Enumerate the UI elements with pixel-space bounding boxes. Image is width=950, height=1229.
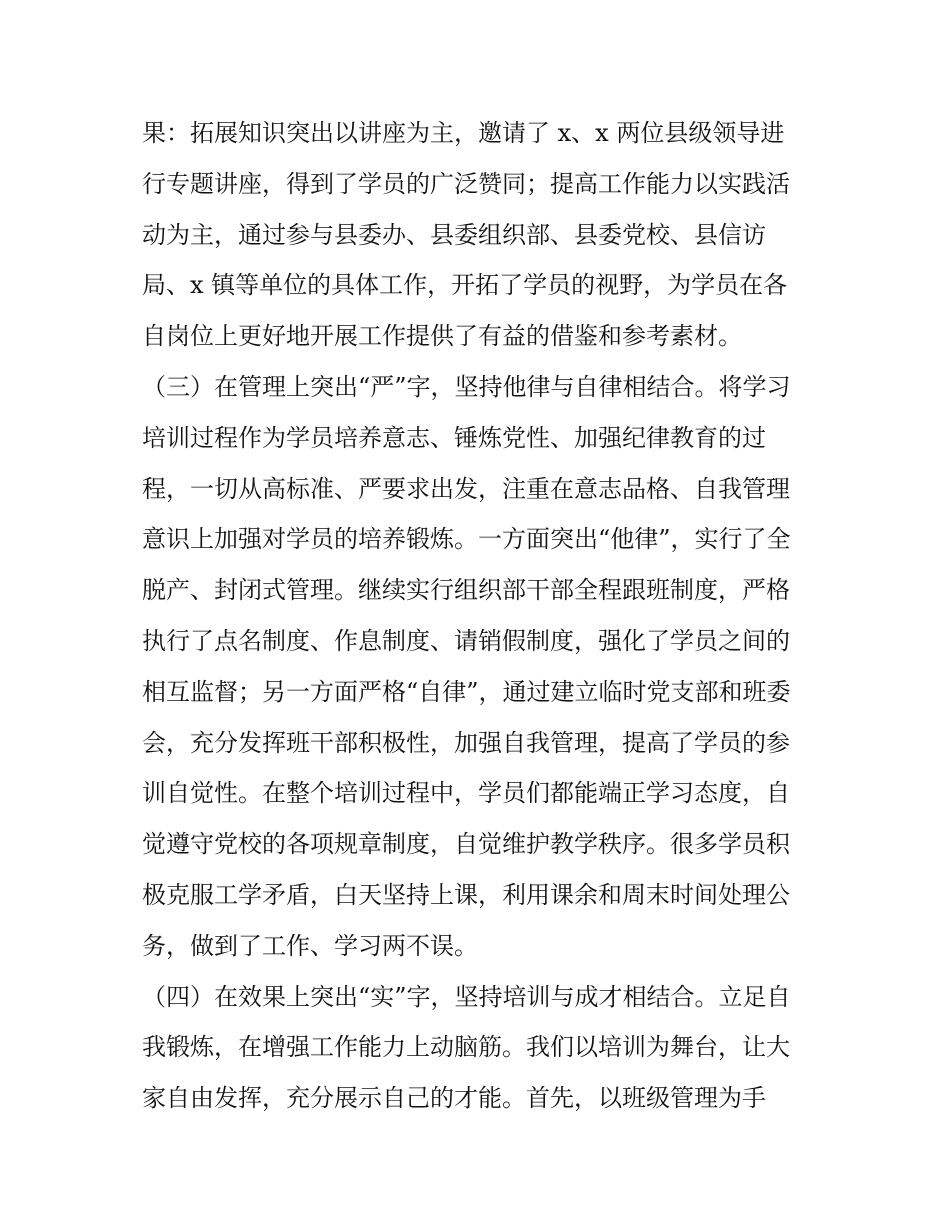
text-line: 行专题讲座，得到了学员的广泛赞同；提高工作能力以实践活 — [142, 169, 790, 198]
body-text — [142, 108, 822, 1124]
text-line: 局、x 镇等单位的具体工作，开拓了学员的视野，为学员在各 — [142, 271, 788, 300]
text-line: 相互监督；另一方面严格“自律”，通过建立临时党支部和班委 — [142, 677, 791, 706]
text-line: 务，做到了工作、学习两不误。 — [142, 931, 478, 960]
text-line: 我锻炼，在增强工作能力上动脑筋。我们以培训为舞台，让大 — [142, 1033, 790, 1062]
text-line: 会，充分发挥班干部积极性，加强自我管理，提高了学员的参 — [142, 728, 790, 757]
text-line: 执行了点名制度、作息制度、请销假制度，强化了学员之间的 — [142, 626, 790, 655]
text-line: 程，一切从高标准、严要求出发，注重在意志品格、自我管理 — [142, 474, 790, 503]
text-line: 意识上加强对学员的培养锻炼。一方面突出“他律”，实行了全 — [142, 525, 791, 554]
text-line: 极克服工学矛盾，白天坚持上课，利用课余和周末时间处理公 — [142, 880, 790, 909]
text-line: 家自由发挥，充分展示自己的才能。首先，以班级管理为手 — [142, 1084, 766, 1113]
text-line: 脱产、封闭式管理。继续实行组织部干部全程跟班制度，严格 — [142, 576, 790, 605]
section-heading-line: （三）在管理上突出“严”字，坚持他律与自律相结合。将学习 — [142, 372, 791, 401]
text-line: 果：拓展知识突出以讲座为主，邀请了 x、x 两位县级领导进 — [142, 119, 785, 147]
text-line: 训自觉性。在整个培训过程中，学员们都能端正学习态度，自 — [142, 779, 790, 808]
text-line: 觉遵守党校的各项规章制度，自觉维护教学秩序。很多学员积 — [142, 830, 790, 859]
text-line: 动为主，通过参与县委办、县委组织部、县委党校、县信访 — [142, 220, 766, 249]
text-line: 培训过程作为学员培养意志、锤炼党性、加强纪律教育的过 — [142, 423, 766, 452]
text-line: 自岗位上更好地开展工作提供了有益的借鉴和参考素材。 — [142, 322, 742, 351]
section-heading-line: （四）在效果上突出“实”字，坚持培训与成才相结合。立足自 — [142, 982, 791, 1011]
